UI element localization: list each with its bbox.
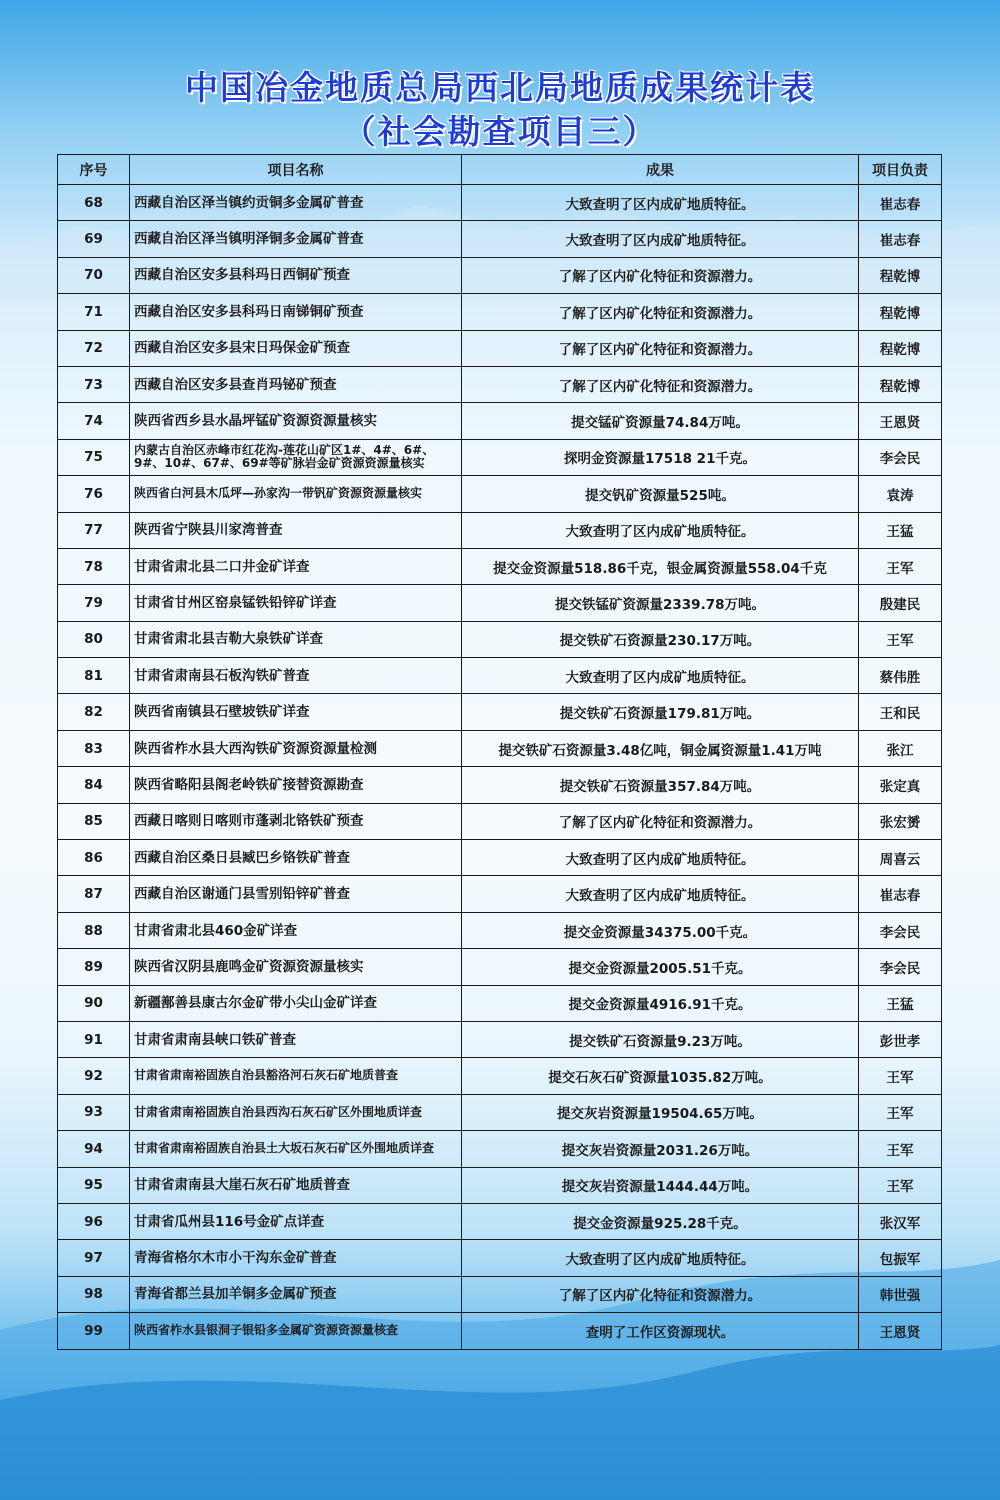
row-project-name: 西藏自治区安多县查肖玛铋矿预查 [130,366,462,402]
row-number: 76 [58,476,130,512]
row-result: 了解了区内矿化特征和资源潜力。 [462,294,859,330]
row-project-name: 陕西省略阳县阁老岭铁矿接替资源勘查 [130,767,462,803]
row-number: 90 [58,985,130,1021]
row-leader: 王猛 [859,985,942,1021]
row-number: 70 [58,257,130,293]
table-row [58,985,942,1021]
row-result: 提交灰岩资源量1444.44万吨。 [462,1167,859,1203]
row-leader: 王军 [859,621,942,657]
table-row [58,257,942,293]
row-number: 86 [58,840,130,876]
table-row [58,840,942,876]
row-number: 95 [58,1167,130,1203]
row-leader: 王恩贤 [859,403,942,439]
row-project-name: 陕西省汉阴县鹿鸣金矿资源资源量核实 [130,949,462,985]
row-leader: 程乾博 [859,366,942,402]
row-project-name: 甘肃省肃南裕固族自治县豁洛河石灰石矿地质普查 [130,1058,462,1094]
row-number: 79 [58,585,130,621]
row-number: 92 [58,1058,130,1094]
row-result: 大致查明了区内成矿地质特征。 [462,840,859,876]
table-header-row [58,155,942,185]
row-project-name: 青海省格尔木市小干沟东金矿普查 [130,1240,462,1276]
row-leader: 张宏赟 [859,803,942,839]
row-leader: 程乾博 [859,257,942,293]
table-row [58,1094,942,1130]
row-project-name: 甘肃省瓜州县116号金矿点详查 [130,1203,462,1239]
table-row [58,330,942,366]
row-leader: 张汉军 [859,1203,942,1239]
table-row [58,1313,942,1349]
row-leader: 程乾博 [859,330,942,366]
row-leader: 殷建民 [859,585,942,621]
table-row [58,803,942,839]
row-project-name: 甘肃省肃南县石板沟铁矿普查 [130,658,462,694]
row-number: 94 [58,1131,130,1167]
row-result: 大致查明了区内成矿地质特征。 [462,512,859,548]
header-result: 成果 [462,155,859,185]
row-leader: 袁涛 [859,476,942,512]
row-project-name: 陕西省西乡县水晶坪锰矿资源资源量核实 [130,403,462,439]
row-leader: 张江 [859,730,942,766]
table-row [58,876,942,912]
row-leader: 王军 [859,1058,942,1094]
row-result: 大致查明了区内成矿地质特征。 [462,876,859,912]
row-leader: 蔡伟胜 [859,658,942,694]
row-result: 提交金资源量34375.00千克。 [462,912,859,948]
row-result: 了解了区内矿化特征和资源潜力。 [462,330,859,366]
table-row [58,366,942,402]
row-number: 81 [58,658,130,694]
row-result: 提交金资源量4916.91千克。 [462,985,859,1021]
table-row [58,439,942,475]
page-subtitle: （社会勘查项目三） [342,112,658,151]
row-result: 提交锰矿资源量74.84万吨。 [462,403,859,439]
table-row [58,1167,942,1203]
row-result: 提交金资源量518.86千克，银金属资源量558.04千克 [462,548,859,584]
row-result: 了解了区内矿化特征和资源潜力。 [462,803,859,839]
row-result: 提交钒矿资源量525吨。 [462,476,859,512]
row-number: 91 [58,1021,130,1057]
row-project-name: 西藏自治区泽当镇约贡铜多金属矿普查 [130,185,462,221]
row-result: 了解了区内矿化特征和资源潜力。 [462,257,859,293]
table-row [58,1131,942,1167]
row-number: 85 [58,803,130,839]
row-number: 72 [58,330,130,366]
row-project-name: 甘肃省肃南裕固族自治县西沟石灰石矿区外围地质详查 [130,1094,462,1130]
row-number: 75 [58,439,130,475]
row-project-name: 甘肃省肃南县峡口铁矿普查 [130,1021,462,1057]
row-leader: 王猛 [859,512,942,548]
row-project-name: 陕西省柞水县大西沟铁矿资源资源量检测 [130,730,462,766]
row-result: 了解了区内矿化特征和资源潜力。 [462,366,859,402]
row-project-name: 陕西省柞水县银洞子银铅多金属矿资源资源量核查 [130,1313,462,1349]
row-result: 探明金资源量17518 21千克。 [462,439,859,475]
row-leader: 崔志春 [859,221,942,257]
results-table [57,154,942,1350]
table-row [58,912,942,948]
row-project-name: 甘肃省肃北县吉勒大泉铁矿详查 [130,621,462,657]
row-project-name: 陕西省南镇县石壁坡铁矿详查 [130,694,462,730]
row-result: 提交铁矿石资源量3.48亿吨，铜金属资源量1.41万吨 [462,730,859,766]
row-number: 77 [58,512,130,548]
row-project-name: 甘肃省甘州区窑泉锰铁铅锌矿详查 [130,585,462,621]
row-number: 69 [58,221,130,257]
table-row [58,1276,942,1312]
row-result: 提交灰岩资源量19504.65万吨。 [462,1094,859,1130]
row-number: 74 [58,403,130,439]
row-leader: 李会民 [859,912,942,948]
row-number: 97 [58,1240,130,1276]
table-row [58,730,942,766]
row-number: 89 [58,949,130,985]
header-leader: 项目负责 [859,155,942,185]
row-project-name: 西藏自治区谢通门县雪别铅锌矿普查 [130,876,462,912]
row-number: 96 [58,1203,130,1239]
page-title: 中国冶金地质总局西北局地质成果统计表 [185,68,815,107]
table-body [58,185,942,1350]
row-number: 83 [58,730,130,766]
row-leader: 王军 [859,1167,942,1203]
row-number: 82 [58,694,130,730]
row-result: 大致查明了区内成矿地质特征。 [462,1240,859,1276]
row-number: 68 [58,185,130,221]
row-result: 提交铁矿石资源量357.84万吨。 [462,767,859,803]
row-project-name: 新疆鄯善县康古尔金矿带小尖山金矿详查 [130,985,462,1021]
row-project-name: 西藏自治区桑日县臧巴乡铬铁矿普查 [130,840,462,876]
header-project-name: 项目名称 [130,155,462,185]
table-row [58,767,942,803]
row-leader: 王军 [859,548,942,584]
header-number: 序号 [58,155,130,185]
table-row [58,658,942,694]
table-row [58,1058,942,1094]
table-row [58,621,942,657]
row-project-name: 陕西省白河县木瓜坪—孙家沟一带钒矿资源资源量核实 [130,476,462,512]
row-project-name: 甘肃省肃北县460金矿详查 [130,912,462,948]
row-result: 提交石灰石矿资源量1035.82万吨。 [462,1058,859,1094]
row-project-name: 西藏自治区泽当镇明泽铜多金属矿普查 [130,221,462,257]
table-row [58,548,942,584]
table-row [58,185,942,221]
row-leader: 韩世强 [859,1276,942,1312]
row-result: 提交铁锰矿资源量2339.78万吨。 [462,585,859,621]
row-leader: 王军 [859,1094,942,1130]
row-number: 80 [58,621,130,657]
row-result: 提交金资源量2005.51千克。 [462,949,859,985]
row-project-name: 西藏自治区安多县科玛日西铜矿预查 [130,257,462,293]
row-number: 93 [58,1094,130,1130]
table-row [58,694,942,730]
row-number: 78 [58,548,130,584]
row-result: 大致查明了区内成矿地质特征。 [462,221,859,257]
table-row [58,1203,942,1239]
row-result: 查明了工作区资源现状。 [462,1313,859,1349]
row-leader: 彭世孝 [859,1021,942,1057]
row-project-name: 青海省都兰县加羊铜多金属矿预查 [130,1276,462,1312]
row-number: 99 [58,1313,130,1349]
row-result: 提交铁矿石资源量9.23万吨。 [462,1021,859,1057]
row-leader: 张定真 [859,767,942,803]
row-leader: 崔志春 [859,185,942,221]
row-leader: 王军 [859,1131,942,1167]
row-leader: 周喜云 [859,840,942,876]
row-result: 提交铁矿石资源量179.81万吨。 [462,694,859,730]
row-leader: 程乾博 [859,294,942,330]
table-row [58,949,942,985]
row-leader: 包振军 [859,1240,942,1276]
table-row [58,585,942,621]
row-leader: 王和民 [859,694,942,730]
row-number: 98 [58,1276,130,1312]
table-row [58,403,942,439]
row-project-name: 西藏日喀则日喀则市蓬剥北铬铁矿预查 [130,803,462,839]
row-project-name: 甘肃省肃南裕固族自治县土大坂石灰石矿区外围地质详查 [130,1131,462,1167]
row-project-name: 甘肃省肃南县大崖石灰石矿地质普查 [130,1167,462,1203]
table-row [58,1240,942,1276]
row-project-name: 西藏自治区安多县宋日玛保金矿预查 [130,330,462,366]
row-number: 84 [58,767,130,803]
table-row [58,1021,942,1057]
table-row [58,294,942,330]
row-number: 73 [58,366,130,402]
row-leader: 王恩贤 [859,1313,942,1349]
row-project-name: 甘肃省肃北县二口井金矿详查 [130,548,462,584]
row-project-name: 陕西省宁陕县川家湾普查 [130,512,462,548]
table-row [58,221,942,257]
row-leader: 李会民 [859,439,942,475]
row-project-name: 西藏自治区安多县科玛日南锑铜矿预查 [130,294,462,330]
row-number: 71 [58,294,130,330]
row-result: 大致查明了区内成矿地质特征。 [462,658,859,694]
row-result: 提交铁矿石资源量230.17万吨。 [462,621,859,657]
row-result: 提交灰岩资源量2031.26万吨。 [462,1131,859,1167]
row-leader: 李会民 [859,949,942,985]
row-number: 88 [58,912,130,948]
row-number: 87 [58,876,130,912]
table-row [58,476,942,512]
row-result: 大致查明了区内成矿地质特征。 [462,185,859,221]
row-project-name: 内蒙古自治区赤峰市红花沟-莲花山矿区1#、4#、6#、9#、10#、67#、69#等矿脉岩金矿资源资源量核实 [130,439,462,475]
row-leader: 崔志春 [859,876,942,912]
row-result: 提交金资源量925.28千克。 [462,1203,859,1239]
table-row [58,512,942,548]
row-result: 了解了区内矿化特征和资源潜力。 [462,1276,859,1312]
